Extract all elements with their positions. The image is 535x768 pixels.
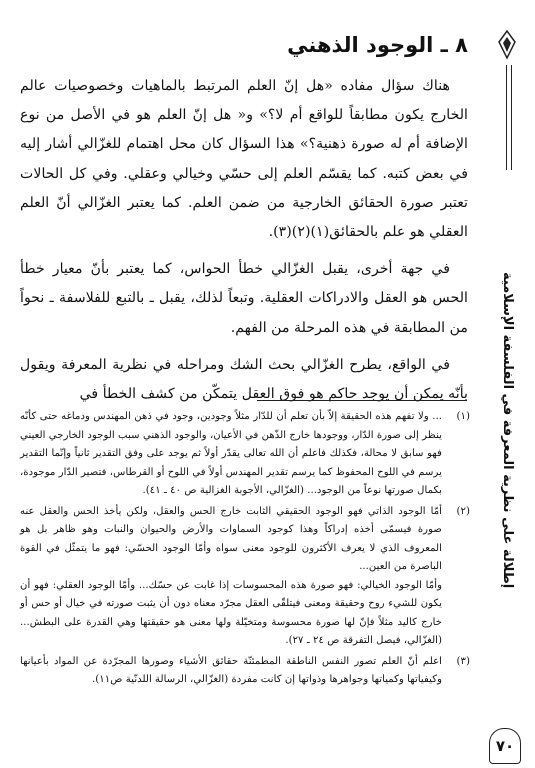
footnote-3	[20, 653, 470, 690]
page-number: ٧٠	[489, 728, 521, 764]
footnote-text: أمّا الوجود الذاتي فهو الوجود الحقيقي الثابت خارج الحس والعقل، ولكن يأخذ الحس والعقل عنه صورة فيسمّى أخذه إدراكاً وهذا كوجود السماوات والأرض والحيوان والنبات وهو ظاهر بل هو المعروف الذي لا يعرف الأكثرون للوجود معنى سواه وأمّا الوجود الحسّي: فهو ما يتمثّل في القوة الباصرة من العين...	[20, 505, 442, 572]
main-text-column	[20, 28, 468, 417]
paragraph-1: هناك سؤال مفاده «هل إنّ العلم المرتبط بالماهيات وخصوصيات عالم الخارج يكون مطابقاً للواقع أم لا؟» و« هل إنّ العلم هو في الأصل من نوع الإضافة أم له صورة ذهنية؟» هذا السؤال كان محل اهتمام للغزّالي أشار إليه في بعض كتبه. كما يقسّم العلم إلى حسّي وخيالي وعقلي. وفي كل الحالات تعتبر صورة الحقائق الخارجية من ضمن العلم. كما يعتبر الغزّالي أنّ العلم العقلي هو علم بالحقائق(١)(٢)(٣).	[20, 78, 468, 241]
footnote-1	[20, 408, 470, 501]
paragraph-2: في جهة أخرى، يقبل الغزّالي خطأ الحواس، كما يعتبر بأنّ معيار خطأ الحس هو العقل والادراكات العقلية. وتبعاً لذلك، يقبل ـ بالتبع للفلاسفة ـ نحواً من المطابقة في هذه المرحلة من الفهم.	[20, 261, 468, 336]
footnote-text: ... ولا تفهم هذه الحقيقة إلاّ بأن تعلم أن للدّار مثلاً وجودين، وجود في ذهن المهندس ودماغه حتى كأنّه ينظر إلى صورة الدّار، ووجودها خارج الذّهن في الأعيان، والوجود الذهني سبب الوجود الخارجي العيني فهو سابق لا محالة، فكذلك فاعلم أن الله تعالى يقدّر أولاً ثم يوجد على وفق التقدير ثانياً وإنّما التقدير يرسم في اللوح المحفوظ كما يرسم تقدير المهندس أولاً في اللوح أو القرطاس، فتصير الدّار موجودة، بكمال صورتها نوعاً من الوجود... (الغزّالي، الأجوبة الغزالية ص ٤٠ ـ ٤١).	[20, 411, 442, 496]
footnote-text: اعلم أنّ العلم تصور النفس الناطقة المطمئنّة حقائق الأشياء وصورها المجرّدة عن المواد بأعيانها وكيفياتها وكمياتها وجواهرها وذواتها إن كانت مفردة (الغزّالي، الرسالة اللدنّية ص١١).	[20, 655, 442, 685]
footnote-text-continued: وأمّا الوجود الخيالي: فهو صورة هذه المحسوسات إذا غابت عن حسّك... وأمّا الوجود العقلي: فهو أن يكون للشيء روح وحقيقة ومعنى فيتلقّى العقل مجرّد معناه دون أن يثبت صورته في خيال أو حس أو خارج كاليد مثلاً فإنّ لها صورة محسوسة ومتخيّلة ولها معنى هو حقيقتها وهي القدرة على البطش... (الغزّالي، فيصل التفرقة ص ٢٤ ـ ٢٧).	[20, 579, 442, 646]
ornament-icon	[493, 30, 521, 60]
paragraph-3: في الواقع، يطرح الغزّالي بحث الشك ومراحله في نظرية المعرفة ويقول بأنّه يمكن أن يوجد حاكم هو فوق العقل يتمكّن من كشف الخطأ في	[20, 356, 468, 403]
footnote-2	[20, 503, 470, 651]
margin-band	[487, 30, 527, 760]
running-title: إطلالة على نظرية المعرفة في الفلسفة الإسلامية	[487, 170, 527, 690]
section-title: ٨ ـ الوجود الذهني	[287, 33, 468, 57]
footnote-number: (٢)	[456, 505, 470, 517]
footnotes	[20, 408, 470, 692]
footnote-number: (٣)	[456, 655, 470, 667]
footnote-number: (١)	[456, 411, 470, 422]
footnote-separator	[257, 400, 467, 401]
